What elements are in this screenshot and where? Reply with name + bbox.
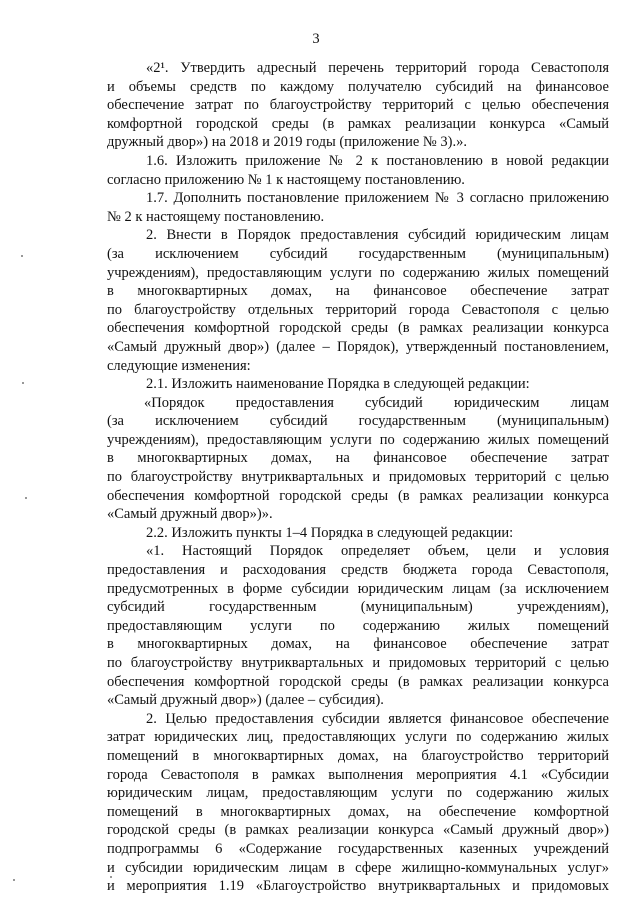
- text-line: 2. Целью предоставления субсидии является финансовое обеспечение: [146, 710, 609, 727]
- text-line: учреждениям), предоставляющим услуги по содержанию жилых помещений: [107, 431, 609, 448]
- text-line: «2¹. Утвердить адресный перечень территорий города Севастополя: [146, 60, 609, 76]
- text-line: учреждениям), предоставляющим услуги по содержанию жилых помещений: [107, 264, 609, 281]
- text-line: обеспечения комфортной городской среды (в рамках реализации конкурса: [107, 673, 609, 690]
- document-body: [107, 59, 609, 896]
- text-line: 2. Внести в Порядок предоставления субсидий юридическим лицам: [146, 227, 609, 244]
- text-line: 2.2. Изложить пункты 1–4 Порядка в следующей редакции:: [146, 524, 514, 541]
- text-line: «1. Настоящий Порядок определяет объем, цели и условия: [146, 543, 609, 560]
- text-line: субсидий государственным (муниципальным) учреждениям),: [107, 599, 609, 616]
- text-line: помещений в многоквартирных домах, на обеспечение комфортной: [107, 803, 609, 820]
- text-line: предоставляющим услуги по содержанию жилых помещений: [107, 617, 609, 634]
- text-line: обеспечение затрат по благоустройству территорий с целью обеспечения: [107, 97, 609, 114]
- text-line: 1.7. Дополнить постановление приложением № 3 согласно приложению: [146, 190, 609, 207]
- text-line: подпрограммы 6 «Содержание государственных казенных учреждений: [107, 840, 609, 857]
- text-line: предусмотренных в форме субсидии юридическим лицам (за исключением: [107, 580, 609, 597]
- scan-speck: [25, 497, 27, 499]
- text-line: 2.1. Изложить наименование Порядка в следующей редакции:: [146, 376, 530, 393]
- text-line: юридическим лицам, предоставляющим услуги по содержанию жилых: [107, 785, 609, 802]
- text-line: по благоустройству отдельных территорий города Севастополя с целью: [107, 301, 609, 318]
- scan-speck: [21, 255, 23, 257]
- text-line: (за исключением субсидий государственным (муниципальным): [107, 413, 609, 430]
- text-line: дружный двор») на 2018 и 2019 годы (приложение № 3).».: [107, 134, 467, 151]
- text-line: «Самый дружный двор») (далее – субсидия).: [107, 692, 384, 709]
- text-line: (за исключением субсидий государственным (муниципальным): [107, 245, 609, 262]
- text-line: в многоквартирных домах, на финансовое обеспечение затрат: [107, 283, 609, 300]
- text-line: 1.6. Изложить приложение № 2 к постановлению в новой редакции: [146, 152, 609, 169]
- text-line: помещений в многоквартирных домах, на благоустройство территорий: [107, 747, 609, 764]
- scan-speck: [13, 879, 15, 881]
- text-line: и мероприятия 1.19 «Благоустройство внутриквартальных и придомовых: [107, 878, 609, 895]
- page-number: 3: [312, 31, 320, 47]
- text-line: обеспечения комфортной городской среды (в рамках реализации конкурса: [107, 320, 609, 337]
- text-line: согласно приложению № 1 к настоящему постановлению.: [107, 171, 465, 188]
- text-line: «Самый дружный двор») (далее – Порядок), утвержденный постановлением,: [107, 338, 609, 355]
- text-line: городской среды (в рамках реализации конкурса «Самый дружный двор»): [107, 822, 609, 839]
- text-line: по благоустройству внутриквартальных и придомовых территорий с целью: [107, 469, 609, 486]
- scan-speck: [22, 382, 24, 384]
- text-line: «Самый дружный двор»)».: [107, 506, 273, 523]
- text-line: затрат юридических лиц, предоставляющих услуги по содержанию жилых: [107, 729, 609, 746]
- text-line: следующие изменения:: [107, 357, 251, 374]
- text-line: по благоустройству внутриквартальных и придомовых территорий с целью: [107, 655, 609, 671]
- text-line: и субсидии юридическим лицам в сфере жилищно-коммунальных услуг»: [107, 859, 609, 876]
- scan-speck: [110, 876, 112, 878]
- text-line: в многоквартирных домах, на финансовое обеспечение затрат: [107, 636, 609, 653]
- text-line: предоставления и расходования средств бюджета города Севастополя,: [107, 562, 609, 579]
- text-line: и объемы средств по каждому получателю субсидий на финансовое: [107, 78, 609, 95]
- text-line: в многоквартирных домах, на финансовое обеспечение затрат: [107, 450, 609, 467]
- text-line: № 2 к настоящему постановлению.: [107, 208, 325, 225]
- text-line: «Порядок предоставления субсидий юридическим лицам: [144, 394, 609, 411]
- text-line: города Севастополя в рамках выполнения мероприятия 4.1 «Субсидии: [107, 766, 609, 783]
- text-line: комфортной городской среды (в рамках реализации конкурса «Самый: [107, 115, 609, 132]
- text-line: обеспечения комфортной городской среды (в рамках реализации конкурса: [107, 487, 609, 504]
